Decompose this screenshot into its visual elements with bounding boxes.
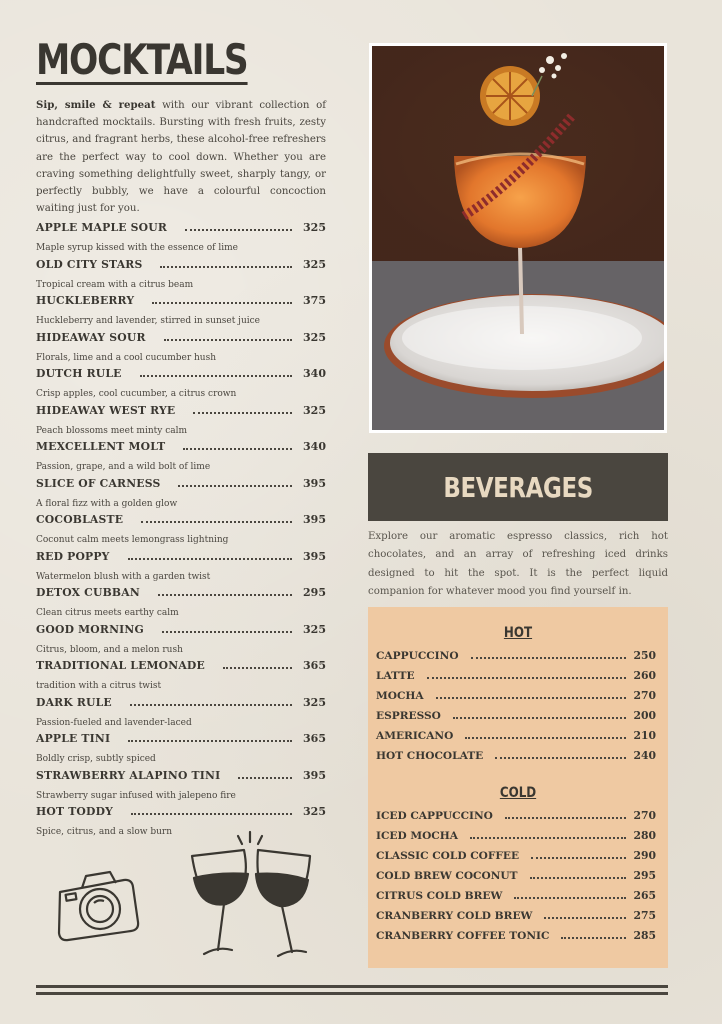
mocktail-item: [36, 586, 326, 623]
cold-beverage-name: ICED MOCHA: [376, 830, 458, 842]
mocktail-price: 395: [303, 476, 326, 490]
mocktail-price: 325: [303, 695, 326, 709]
mocktail-name: COCOBLASTE: [36, 513, 124, 527]
mocktail-item: [36, 550, 326, 587]
dot-leader: [427, 669, 626, 679]
mocktail-name: TRADITIONAL LEMONADE: [36, 659, 205, 673]
mocktail-row: [36, 623, 326, 643]
beverages-intro: Explore our aromatic espresso classics, rich hot chocolates, and an array of refreshing iced drinks designed to hit the spot. It is the perfect liquid companion for whatever mood you find yourself in.: [368, 531, 668, 598]
hot-heading: HOT: [503, 625, 533, 641]
hot-beverage-name: MOCHA: [376, 690, 424, 702]
mocktail-name: APPLE MAPLE SOUR: [36, 221, 168, 235]
cold-beverage-item: [376, 889, 656, 909]
dot-leader: [514, 889, 626, 899]
hot-beverage-name: CAPPUCCINO: [376, 650, 459, 662]
mocktail-name: DETOX CUBBAN: [36, 586, 140, 600]
dot-leader: [185, 221, 292, 231]
mocktail-price: 395: [303, 768, 326, 782]
cold-beverage-price: 280: [633, 829, 656, 842]
dot-leader: [453, 709, 626, 719]
hot-beverage-name: ESPRESSO: [376, 710, 441, 722]
mocktail-price: 375: [303, 294, 326, 308]
mocktail-description: Passion, grape, and a wild bolt of lime: [36, 462, 211, 473]
dot-leader: [128, 550, 292, 560]
mocktail-price: 365: [303, 732, 326, 746]
mocktail-description: Tropical cream with a citrus beam: [36, 279, 194, 290]
mocktail-price: 325: [303, 403, 326, 417]
mocktail-row: [36, 732, 326, 752]
cocktail-photo: [369, 43, 667, 433]
mocktail-name: HIDEAWAY SOUR: [36, 330, 146, 344]
mocktail-price: 395: [303, 513, 326, 527]
cold-beverage-name: CLASSIC COLD COFFEE: [376, 850, 520, 862]
mocktail-name: DARK RULE: [36, 695, 112, 709]
mocktail-description: Strawberry sugar infused with jalepeno fire: [36, 790, 236, 801]
cold-beverage-item: [376, 849, 656, 869]
mocktail-row: [36, 367, 326, 387]
mocktail-row: [36, 586, 326, 606]
dot-leader: [178, 477, 292, 487]
mocktail-row: [36, 294, 326, 314]
cold-list: [376, 809, 656, 949]
mocktail-row: [36, 769, 326, 789]
mocktail-row: [36, 331, 326, 351]
cold-beverage-item: [376, 909, 656, 929]
dot-leader: [505, 809, 626, 819]
mocktail-item: [36, 367, 326, 404]
cold-beverage-price: 265: [633, 889, 656, 902]
mocktail-name: HUCKLEBERRY: [36, 294, 135, 308]
hot-beverage-item: [376, 749, 656, 769]
mocktail-name: DUTCH RULE: [36, 367, 122, 381]
mocktail-item: [36, 258, 326, 295]
mocktail-description: Maple syrup kissed with the essence of lime: [36, 243, 238, 254]
mocktail-name: SLICE OF CARNESS: [36, 476, 161, 490]
dot-leader: [130, 696, 292, 706]
mocktail-name: GOOD MORNING: [36, 622, 144, 636]
dot-leader: [152, 294, 292, 304]
mocktail-description: Clean citrus meets earthy calm: [36, 608, 179, 619]
hot-beverage-item: [376, 709, 656, 729]
cold-beverage-item: [376, 829, 656, 849]
mocktail-description: Florals, lime and a cool cucumber hush: [36, 352, 216, 363]
cold-beverage-price: 295: [633, 869, 656, 882]
mocktail-price: 325: [303, 221, 326, 235]
dot-leader: [471, 649, 626, 659]
mocktails-intro: [36, 97, 326, 217]
mocktail-name: HIDEAWAY WEST RYE: [36, 403, 176, 417]
hot-beverage-price: 250: [633, 649, 656, 662]
mocktail-price: 325: [303, 805, 326, 819]
cold-beverage-name: ICED CAPPUCCINO: [376, 810, 493, 822]
hot-beverage-price: 210: [633, 729, 656, 742]
mocktail-item: [36, 440, 326, 477]
dot-leader: [531, 849, 626, 859]
mocktail-description: tradition with a citrus twist: [36, 681, 162, 692]
hot-beverage-name: AMERICANO: [376, 730, 454, 742]
mocktail-price: 295: [303, 586, 326, 600]
mocktail-description: Boldly crisp, subtly spiced: [36, 754, 156, 765]
dot-leader: [544, 909, 626, 919]
cold-beverage-price: 270: [633, 809, 656, 822]
mocktail-name: HOT TODDY: [36, 805, 114, 819]
mocktail-price: 325: [303, 622, 326, 636]
dot-leader: [183, 440, 292, 450]
mocktails-intro-text: with our vibrant collection of handcrafted mocktails. Bursting with fresh fruits, zesty citrus, and fragrant herbs, these alcohol-free refreshers are the perfect way to cool down. Whether you are craving something delightfully sweet, sharply tangy, or perfectly bubbly, we have a colourful concoction waiting just for you.: [36, 100, 326, 215]
wine-glasses-icon: [182, 828, 322, 968]
mocktail-row: [36, 550, 326, 570]
hot-list: [376, 649, 656, 769]
mocktail-description: Watermelon blush with a garden twist: [36, 571, 211, 582]
hot-beverage-item: [376, 729, 656, 749]
dot-leader: [158, 586, 292, 596]
cold-beverage-name: CITRUS COLD BREW: [376, 890, 503, 902]
cold-beverage-item: [376, 869, 656, 889]
mocktail-name: RED POPPY: [36, 549, 110, 563]
dot-leader: [238, 769, 292, 779]
hot-beverage-item: [376, 669, 656, 689]
mocktail-item: [36, 696, 326, 733]
mocktail-description: Citrus, bloom, and a melon rush: [36, 644, 183, 655]
bottom-rule-top: [36, 985, 668, 988]
mocktail-row: [36, 659, 326, 679]
mocktail-item: [36, 659, 326, 696]
beverages-banner: [368, 453, 668, 521]
cold-beverage-price: 290: [633, 849, 656, 862]
mocktail-row: [36, 221, 326, 241]
dot-leader: [140, 367, 292, 377]
hot-beverage-item: [376, 689, 656, 709]
cold-beverage-name: CRANBERRY COFFEE TONIC: [376, 930, 550, 942]
mocktail-row: [36, 404, 326, 424]
mocktail-item: [36, 513, 326, 550]
cold-beverage-item: [376, 929, 656, 949]
mocktail-price: 325: [303, 257, 326, 271]
mocktail-description: Passion-fueled and lavender-laced: [36, 717, 192, 728]
mocktail-description: Huckleberry and lavender, stirred in sunset juice: [36, 316, 261, 327]
mocktail-row: [36, 805, 326, 825]
dot-leader: [561, 929, 626, 939]
dot-leader: [193, 404, 292, 414]
dot-leader: [131, 805, 292, 815]
beverages-title: BEVERAGES: [443, 470, 593, 504]
mocktail-price: 340: [303, 367, 326, 381]
camera-icon: [54, 864, 144, 946]
dot-leader: [470, 829, 626, 839]
mocktail-row: [36, 440, 326, 460]
hot-beverage-name: HOT CHOCOLATE: [376, 750, 484, 762]
cold-beverage-price: 285: [633, 929, 656, 942]
mocktail-item: [36, 623, 326, 660]
mocktail-item: [36, 331, 326, 368]
mocktail-item: [36, 294, 326, 331]
mocktail-description: Spice, citrus, and a slow burn: [36, 827, 173, 838]
mocktail-price: 365: [303, 659, 326, 673]
cold-beverage-name: CRANBERRY COLD BREW: [376, 910, 533, 922]
mocktail-description: Peach blossoms meet minty calm: [36, 425, 188, 436]
mocktail-item: [36, 732, 326, 769]
dot-leader: [164, 331, 292, 341]
mocktail-item: [36, 769, 326, 806]
mocktail-row: [36, 696, 326, 716]
dot-leader: [495, 749, 626, 759]
mocktail-item: [36, 221, 326, 258]
mocktail-row: [36, 477, 326, 497]
mocktail-row: [36, 258, 326, 278]
dot-leader: [436, 689, 626, 699]
cocktail-illustration: [372, 46, 664, 430]
mocktail-item: [36, 404, 326, 441]
cold-beverage-name: COLD BREW COCONUT: [376, 870, 518, 882]
mocktail-price: 340: [303, 440, 326, 454]
mocktail-name: OLD CITY STARS: [36, 257, 143, 271]
hot-beverage-name: LATTE: [376, 670, 415, 682]
mocktail-price: 325: [303, 330, 326, 344]
mocktails-intro-lead: Sip, smile & repeat: [36, 99, 156, 111]
mocktail-name: APPLE TINI: [36, 732, 111, 746]
mocktail-item: [36, 477, 326, 514]
beverages-menu-box: [368, 607, 668, 968]
mocktail-price: 395: [303, 549, 326, 563]
mocktail-list: [36, 221, 326, 842]
mocktails-section: [36, 35, 326, 842]
mocktail-name: STRAWBERRY ALAPINO TINI: [36, 768, 221, 782]
mocktail-description: A floral fizz with a golden glow: [36, 498, 178, 509]
mocktail-row: [36, 513, 326, 533]
mocktail-description: Coconut calm meets lemongrass lightning: [36, 535, 229, 546]
dot-leader: [160, 258, 292, 268]
dot-leader: [223, 659, 292, 669]
cold-beverage-price: 275: [633, 909, 656, 922]
dot-leader: [530, 869, 626, 879]
hot-beverage-item: [376, 649, 656, 669]
cold-heading: COLD: [499, 785, 537, 801]
hot-beverage-price: 270: [633, 689, 656, 702]
mocktail-description: Crisp apples, cool cucumber, a citrus crown: [36, 389, 237, 400]
dot-leader: [141, 513, 292, 523]
cold-beverage-item: [376, 809, 656, 829]
mocktails-title: MOCKTAILS: [36, 35, 248, 84]
dot-leader: [162, 623, 292, 633]
mocktail-name: MEXCELLENT MOLT: [36, 440, 166, 454]
dot-leader: [465, 729, 626, 739]
hot-beverage-price: 260: [633, 669, 656, 682]
bottom-rule-bottom: [36, 992, 668, 995]
dot-leader: [128, 732, 292, 742]
hot-beverage-price: 200: [633, 709, 656, 722]
hot-beverage-price: 240: [633, 749, 656, 762]
